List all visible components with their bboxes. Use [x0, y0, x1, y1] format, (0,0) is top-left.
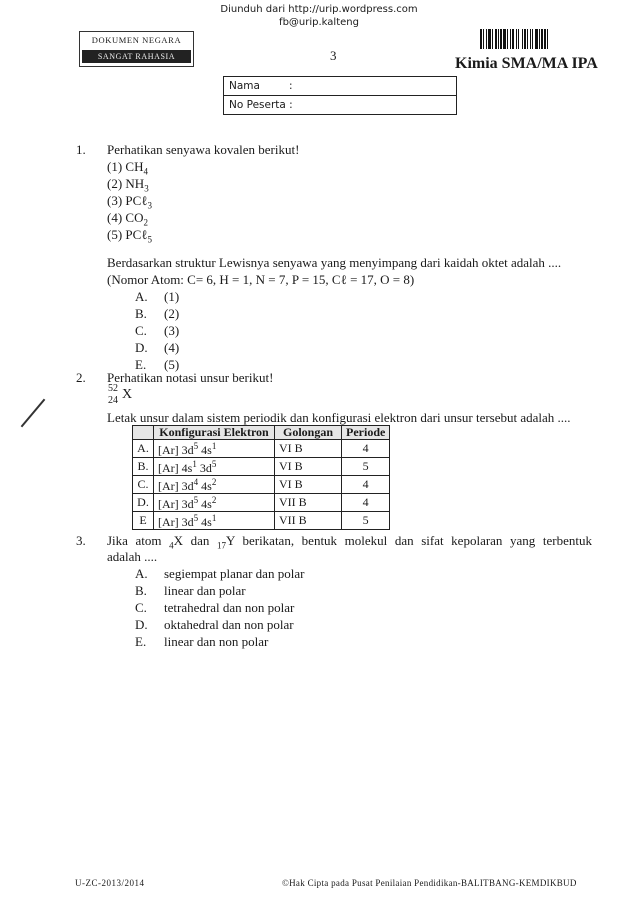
q1-item-2: (2) $NH_3$: [107, 176, 149, 194]
option-letter: D.: [133, 494, 154, 512]
table-header-period: Periode: [342, 426, 390, 440]
q1-item-1: (1) $CH_4$: [107, 159, 148, 177]
q2-element-symbol: X: [122, 387, 133, 402]
q1-item-5: (5) PCℓ$_5$: [107, 227, 153, 245]
participant-id-box: [223, 76, 457, 115]
electron-configuration: [Ar] $3d^4$ $4s^2$: [154, 476, 275, 494]
q2-question: Letak unsur dalam sistem periodik dan konfigurasi elektron dari unsur tersebut adalah ....: [107, 410, 571, 425]
group-cell: VII B: [275, 512, 342, 530]
period-cell: 4: [342, 476, 390, 494]
q3-option-e[interactable]: linear dan non polar: [164, 634, 269, 649]
electron-configuration: [Ar] $3d^5$ $4s^1$: [154, 512, 275, 530]
q1-item-4: (4) $CO_2$: [107, 210, 148, 228]
secret-label: SANGAT RAHASIA: [82, 50, 191, 63]
q3-option-a-letter: A.: [135, 566, 148, 581]
q1-prompt: Perhatikan senyawa kovalen berikut!: [107, 142, 300, 157]
period-cell: 5: [342, 458, 390, 476]
pen-mark: [21, 399, 46, 428]
group-cell: VII B: [275, 494, 342, 512]
option-letter: B.: [133, 458, 154, 476]
table-row[interactable]: [133, 458, 390, 476]
q1-option-c-letter: C.: [135, 323, 147, 338]
q1-option-a[interactable]: (1): [164, 289, 180, 304]
q3-option-d[interactable]: oktahedral dan non polar: [164, 617, 294, 632]
option-letter: E: [133, 512, 154, 530]
source-header: [0, 3, 638, 29]
q1-atomic-numbers: (Nomor Atom: C= 6, H = 1, N = 7, P = 15, Cℓ = 17, O = 8): [107, 272, 415, 287]
q2-atomic-number: 24: [108, 395, 118, 406]
table-header-blank: [133, 426, 154, 440]
q3-option-c-letter: C.: [135, 600, 147, 615]
q3-option-c[interactable]: tetrahedral dan non polar: [164, 600, 295, 615]
q1-item-3: (3) PCℓ$_3$: [107, 193, 153, 211]
table-header-configuration: Konfigurasi Elektron: [154, 426, 275, 440]
name-colon: :: [289, 80, 293, 92]
q3-option-e-letter: E.: [135, 634, 147, 649]
q1-number: 1.: [76, 142, 86, 157]
table-row[interactable]: [133, 440, 390, 458]
q3-option-b-letter: B.: [135, 583, 147, 598]
period-cell: 4: [342, 440, 390, 458]
page-number: 3: [330, 48, 337, 63]
q1-option-d[interactable]: (4): [164, 340, 180, 355]
q3-question-line1: Jika atom $_4$X dan $_{17}$Y berikatan, bentuk molekul dan sifat kepolaran yang terbentuk: [107, 533, 592, 551]
q1-option-e-letter: E.: [135, 357, 147, 372]
period-cell: 4: [342, 494, 390, 512]
table-header-group: Golongan: [275, 426, 342, 440]
doc-label: DOKUMEN NEGARA: [91, 35, 182, 45]
group-cell: VI B: [275, 440, 342, 458]
electron-configuration: [Ar] $3d^5$ $4s^2$: [154, 494, 275, 512]
exam-code: U-ZC-2013/2014: [75, 878, 145, 888]
q1-option-c[interactable]: (3): [164, 323, 180, 338]
table-header-row: [133, 426, 390, 440]
table-row[interactable]: [133, 494, 390, 512]
q2-prompt: Perhatikan notasi unsur berikut!: [107, 370, 274, 385]
source-fb: fb@urip.kalteng: [279, 17, 359, 28]
number-row: [224, 95, 456, 114]
q3-option-b[interactable]: linear dan polar: [164, 583, 246, 598]
name-row: [224, 77, 456, 95]
group-cell: VI B: [275, 458, 342, 476]
table-row[interactable]: [133, 512, 390, 530]
q1-option-d-letter: D.: [135, 340, 148, 355]
option-letter: C.: [133, 476, 154, 494]
copyright-notice: ©Hak Cipta pada Pusat Penilaian Pendidikan-BALITBANG-KEMDIKBUD: [282, 878, 577, 888]
name-label: Nama: [229, 80, 260, 92]
source-url: Diunduh dari http://urip.wordpress.com: [220, 4, 418, 15]
document-classification-box: [79, 31, 194, 67]
q2-mass-number: 52: [108, 383, 118, 394]
q2-options-table: [132, 425, 390, 530]
group-cell: VI B: [275, 476, 342, 494]
q3-option-d-letter: D.: [135, 617, 148, 632]
number-label: No Peserta :: [229, 99, 293, 111]
q1-option-a-letter: A.: [135, 289, 148, 304]
q3-number: 3.: [76, 533, 86, 548]
period-cell: 5: [342, 512, 390, 530]
q3-question-line2: adalah ....: [107, 549, 158, 564]
electron-configuration: [Ar] $4s^1$ $3d^5$: [154, 458, 275, 476]
q1-option-b[interactable]: (2): [164, 306, 180, 321]
q2-number: 2.: [76, 370, 86, 385]
subject-title: Kimia SMA/MA IPA: [455, 55, 598, 72]
table-row[interactable]: [133, 476, 390, 494]
q3-option-a[interactable]: segiempat planar dan polar: [164, 566, 305, 581]
barcode: [480, 29, 592, 49]
electron-configuration: [Ar] $3d^5$ $4s^1$: [154, 440, 275, 458]
q1-question: Berdasarkan struktur Lewisnya senyawa yang menyimpang dari kaidah oktet adalah ....: [107, 255, 562, 270]
option-letter: A.: [133, 440, 154, 458]
q1-option-b-letter: B.: [135, 306, 147, 321]
q1-option-e[interactable]: (5): [164, 357, 180, 372]
